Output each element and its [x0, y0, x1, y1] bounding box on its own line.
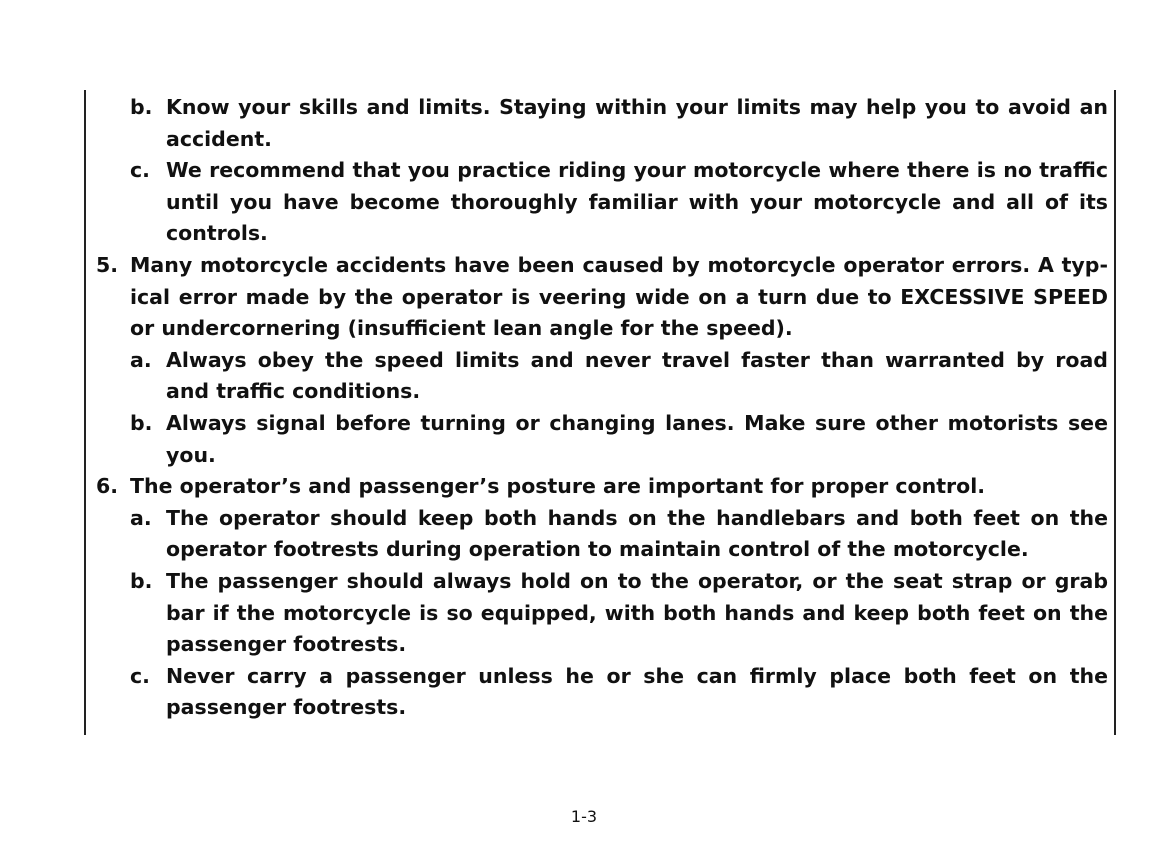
list-marker: 6.: [96, 474, 119, 499]
list-item-text: The operator’s and passenger’s posture are important for proper control.: [130, 474, 986, 499]
list-item-4c: [96, 155, 1108, 250]
right-margin-rule: [1114, 90, 1116, 735]
list-item-6b: [96, 566, 1108, 661]
list-item-text: Never carry a passenger unless he or she can firmly place both feet on the passenger footrests.: [166, 663, 1108, 720]
list-marker: c.: [130, 158, 150, 183]
list-item-6a: [96, 503, 1108, 566]
list-marker: a.: [130, 505, 152, 530]
list-marker: 5.: [96, 252, 119, 277]
list-item-text: Know your skills and limits. Staying within your limits may help you to avoid an accident.: [166, 95, 1108, 151]
list-item-text: The passenger should always hold on to the operator, or the seat strap or grab bar if the motorcycle is so equipped, with both hands and keep both feet on the passenger footrests.: [166, 568, 1108, 657]
list-item-5: [96, 250, 1108, 345]
list-marker: b.: [130, 568, 153, 593]
list-item-text: Many motorcycle accidents have been caused by motorcycle operator errors. A typical error made by the operator is veering wide on a turn due to EXCESSIVE SPEED or undercornering (insufficient lean angle for the speed).: [130, 252, 1108, 341]
list-item-6: [96, 471, 1108, 503]
list-item-5b: [96, 408, 1108, 471]
left-margin-rule: [84, 90, 86, 735]
document-body: [96, 92, 1108, 724]
list-item-text: We recommend that you practice riding your motorcycle where there is no traffic until you have become thoroughly familiar with your motorcycle and all of its controls.: [166, 158, 1108, 246]
list-item-text: Always obey the speed limits and never travel faster than warranted by road and traffic conditions.: [166, 347, 1108, 404]
list-item-5a: [96, 345, 1108, 408]
list-marker: c.: [130, 663, 150, 688]
list-item-4b: [96, 92, 1108, 155]
list-marker: b.: [130, 95, 153, 119]
list-item-text: The operator should keep both hands on the handlebars and both feet on the operator footrests during operation to maintain control of the motorcycle.: [166, 505, 1108, 562]
page-number: 1-3: [570, 807, 598, 826]
list-marker: a.: [130, 347, 152, 372]
list-item-6c: [96, 661, 1108, 724]
list-marker: b.: [130, 410, 153, 435]
list-item-text: Always signal before turning or changing lanes. Make sure other motorists see you.: [166, 410, 1108, 467]
